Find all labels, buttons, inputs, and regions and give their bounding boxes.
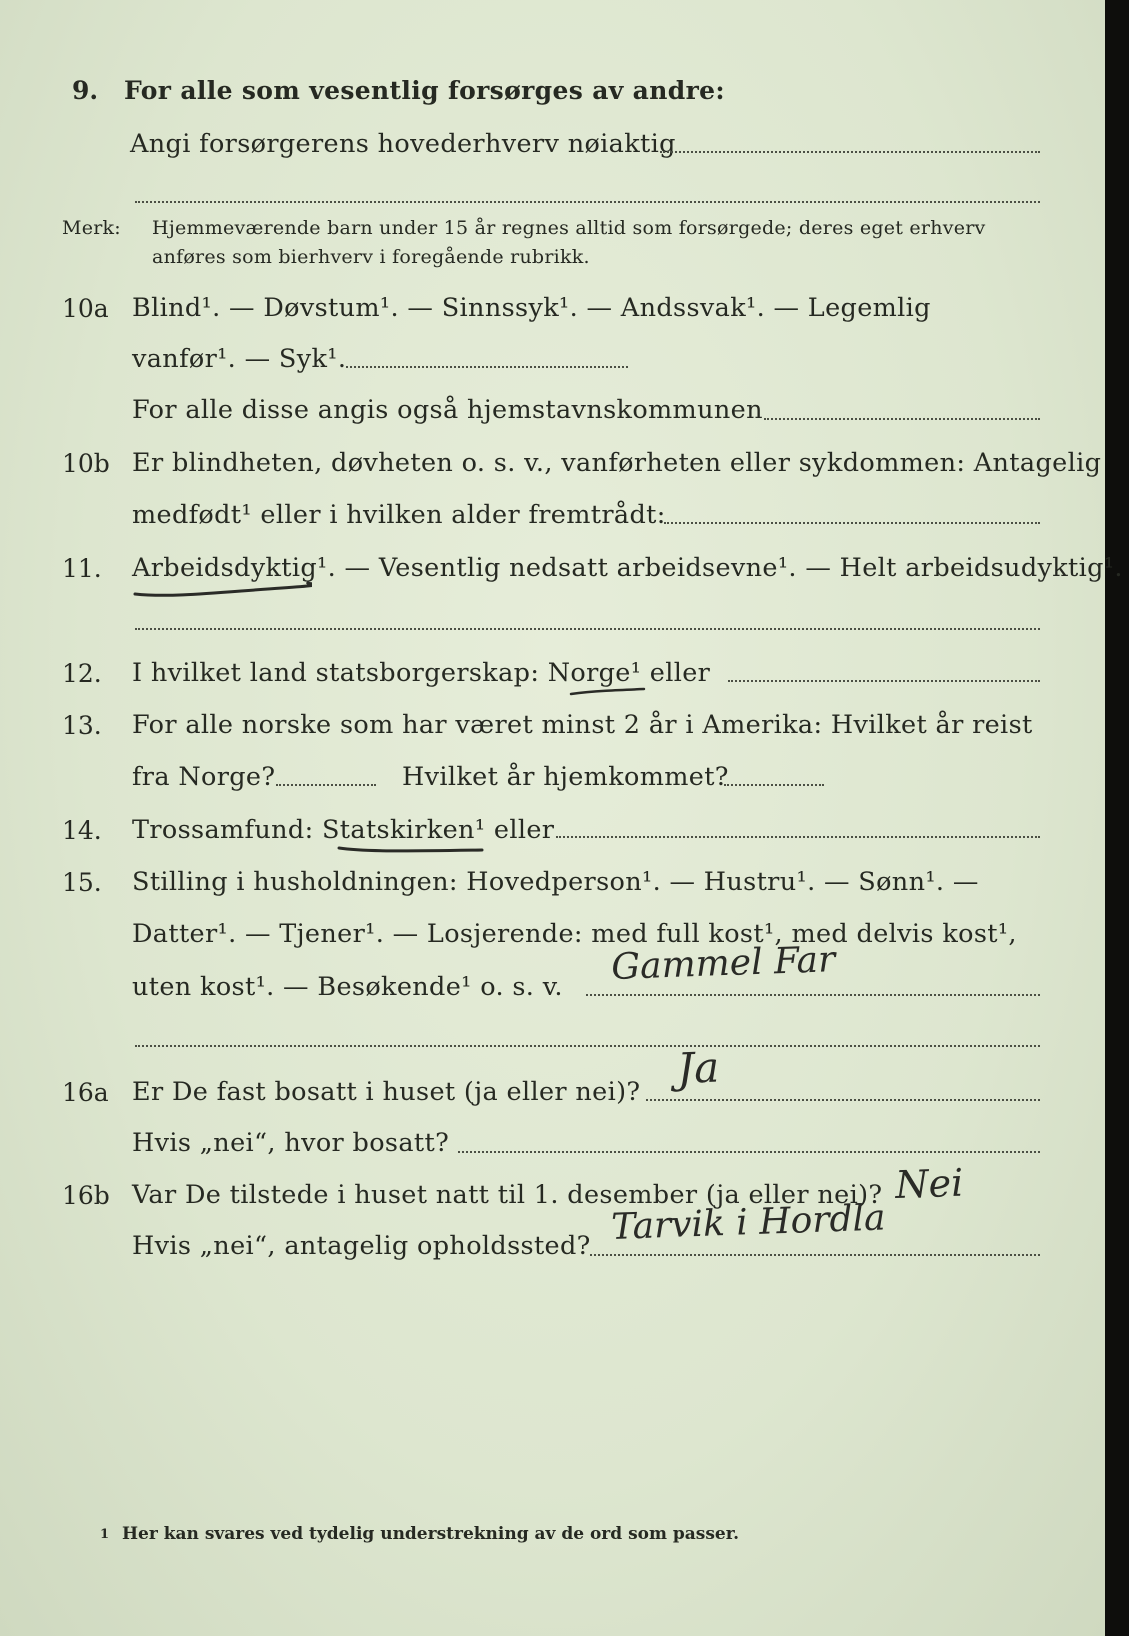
q16b-opholdssted-line <box>590 1254 1040 1256</box>
q16a-handwritten-answer: Ja <box>676 1042 720 1093</box>
q14-statskirken: Statskirken <box>321 815 475 845</box>
q14-label: Trossamfund: <box>132 815 322 845</box>
q10b-answer-line <box>664 522 1040 524</box>
q15-number: 15. <box>62 868 102 897</box>
q13-number: 13. <box>62 711 102 740</box>
q16b-line2: Hvis „nei“, antagelig opholdssted? <box>132 1231 591 1261</box>
q15-answer-line <box>586 994 1040 996</box>
q16b-handwritten-answer: Nei <box>894 1160 964 1207</box>
q15-line1: Stilling i husholdningen: Hovedperson¹. — Hustru¹. — Sønn¹. — <box>132 867 979 897</box>
q9-title: For alle som vesentlig forsørges av andre: <box>124 76 725 105</box>
q10a-hjemstavn-line <box>764 418 1040 420</box>
q14-handwritten-underline <box>336 842 486 858</box>
footnote-mark: 1 <box>100 1527 110 1542</box>
q13-line2b: Hvilket år hjemkommet? <box>402 762 729 792</box>
q15-line3: uten kost¹. — Besøkende¹ o. s. v. <box>132 972 563 1002</box>
q11-line1 <box>132 553 1123 583</box>
q12-label: I hvilket land statsborgerskap: <box>132 658 548 688</box>
footnote-text: Her kan svares ved tydelig understrekning av de ord som passer. <box>122 1524 740 1544</box>
q16b-number: 16b <box>62 1181 110 1210</box>
q10a-number: 10a <box>62 294 109 323</box>
q16a-line1: Er De fast bosatt i huset (ja eller nei)? <box>132 1077 641 1107</box>
q10a-line2: vanfør¹. — Syk¹. <box>132 344 347 374</box>
q10b-line2: medfødt¹ eller i hvilken alder fremtrådt: <box>132 500 666 530</box>
q9-answer-line-2 <box>135 201 1040 203</box>
q12-norge: Norge <box>547 658 631 688</box>
q14-line1 <box>132 815 555 845</box>
q16a-bosatt-line <box>458 1151 1040 1153</box>
q14-answer-line <box>556 836 1040 838</box>
q12-handwritten-underline <box>568 685 648 699</box>
q11-answer-line <box>135 628 1040 630</box>
q15-line2: Datter¹. — Tjener¹. — Losjerende: med full kost¹, med delvis kost¹, <box>132 919 1017 949</box>
q9-line1: Angi forsørgerens hovederhverv nøiaktig <box>130 129 676 159</box>
q16a-line2: Hvis „nei“, hvor bosatt? <box>132 1128 450 1158</box>
q15-answer-line-2 <box>135 1045 1040 1047</box>
q13-hjemkommet-line <box>724 784 824 786</box>
q11-rest: . — Vesentlig nedsatt arbeidsevne¹. — Helt arbeidsudyktig¹. <box>327 553 1123 583</box>
q12-eller: ¹ eller <box>630 658 711 688</box>
q15-handwritten-answer: Gammel Far <box>610 939 836 988</box>
q11-arbeidsdyktig: Arbeidsdyktig¹ <box>132 553 328 583</box>
q16a-number: 16a <box>62 1078 109 1107</box>
q11-handwritten-underline <box>132 580 312 602</box>
q13-line2a: fra Norge? <box>132 762 276 792</box>
q10a-line3: For alle disse angis også hjemstavnskommunen <box>132 395 763 425</box>
q9-answer-line <box>660 151 1040 153</box>
q14-eller: ¹ eller <box>474 815 555 845</box>
q12-number: 12. <box>62 659 102 688</box>
merk-label: Merk: <box>62 217 121 239</box>
q12-line1 <box>132 658 711 688</box>
q13-reist-line <box>276 784 376 786</box>
q9-number: 9. <box>72 76 99 105</box>
q14-number: 14. <box>62 816 102 845</box>
merk-line1: Hjemmeværende barn under 15 år regnes alltid som forsørgede; deres eget erhverv <box>152 217 986 239</box>
q16b-handwritten-place: Tarvik i Hordla <box>610 1197 887 1248</box>
q12-answer-line <box>728 680 1040 682</box>
q10b-number: 10b <box>62 449 110 478</box>
q10a-line1: Blind¹. — Døvstum¹. — Sinnssyk¹. — Andssvak¹. — Legemlig <box>132 293 931 323</box>
q10a-answer-line <box>346 366 628 368</box>
q11-number: 11. <box>62 554 102 583</box>
merk-line2: anføres som bierhverv i foregående rubrikk. <box>152 246 590 268</box>
q13-line1: For alle norske som har været minst 2 år i Amerika: Hvilket år reist <box>132 710 1033 740</box>
q16b-line1: Var De tilstede i huset natt til 1. desember (ja eller nei)? <box>132 1180 883 1210</box>
q16a-answer-line <box>646 1099 1040 1101</box>
q10b-line1: Er blindheten, døvheten o. s. v., vanførheten eller sykdommen: Antagelig <box>132 448 1102 478</box>
